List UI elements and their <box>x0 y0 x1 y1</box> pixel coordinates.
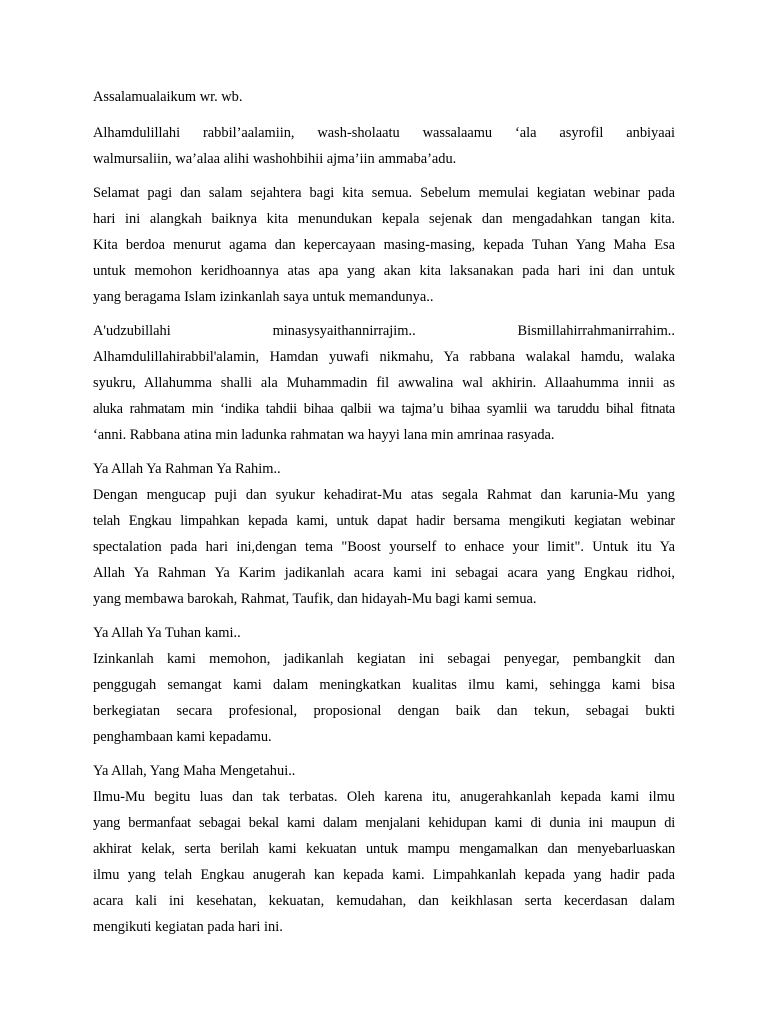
document-page <box>93 84 675 948</box>
paragraph-line: spectalation pada hari ini,dengan tema "Boost yourself to enhace your limit". Untuk itu Ya <box>93 539 675 555</box>
paragraph-line: telah Engkau limpahkan kepada kami, untuk dapat hadir bersama mengikuti kegiatan webinar <box>93 513 675 529</box>
section-body <box>93 482 675 612</box>
section-body <box>93 784 675 940</box>
paragraph-line: hari ini alangkah baiknya kita menundukan kepala sejenak dan mengadahkan tangan kita. <box>93 211 675 227</box>
paragraph-line: aluka rahmatam min ‘indika tahdii bihaa qalbii wa tajma’u bihaa syamlii wa taruddu bihal fitnata <box>93 401 675 417</box>
paragraph-line: Dengan mengucap puji dan syukur kehadirat-Mu atas segala Rahmat dan karunia-Mu yang <box>93 487 675 503</box>
section-heading: Ya Allah Ya Rahman Ya Rahim.. <box>93 461 281 477</box>
paragraph-line: akhirat kelak, serta berilah kami kekuatan untuk mampu mengamalkan dan menyebarluaskan <box>93 841 675 857</box>
paragraph-line: ‘anni. Rabbana atina min ladunka rahmatan wa hayyi lana min amrinaa rasyada. <box>93 427 555 443</box>
paragraph-line: acara kali ini kesehatan, kekuatan, kemudahan, dan keikhlasan serta kecerdasan dalam <box>93 893 675 909</box>
paragraph-line: mengikuti kegiatan pada hari ini. <box>93 919 283 935</box>
intro-paragraph <box>93 180 675 310</box>
paragraph-line: berkegiatan secara profesional, proposional dengan baik dan tekun, sebagai bukti <box>93 703 675 719</box>
paragraph-line: syukru, Allahumma shalli ala Muhammadin fil awwalina wal akhirin. Allaahumma innii as <box>93 375 675 391</box>
paragraph-line: yang membawa barokah, Rahmat, Taufik, dan hidayah-Mu bagi kami semua. <box>93 591 537 607</box>
paragraph-line: A'udzubillahi minasysyaithannirrajim.. Bismillahirrahmanirrahim.. <box>93 323 675 339</box>
paragraph-line: penghambaan kami kepadamu. <box>93 729 272 745</box>
paragraph-line: Alhamdulillahi rabbil’aalamiin, wash-sholaatu wassalaamu ‘ala asyrofil anbiyaai <box>93 125 675 141</box>
paragraph-line: Allah Ya Rahman Ya Karim jadikanlah acara kami ini sebagai acara yang Engkau ridhoi, <box>93 565 675 581</box>
paragraph-line: Alhamdulillahirabbil'alamin, Hamdan yuwafi nikmahu, Ya rabbana walakal hamdu, walaka <box>93 349 675 365</box>
opening-paragraph <box>93 120 675 172</box>
section-heading: Ya Allah Ya Tuhan kami.. <box>93 625 241 641</box>
paragraph-line: ilmu yang telah Engkau anugerah kan kepada kami. Limpahkanlah kepada yang hadir pada <box>93 867 675 883</box>
paragraph-line: penggugah semangat kami dalam meningkatkan kualitas ilmu kami, sehingga kami bisa <box>93 677 675 693</box>
section-heading: Ya Allah, Yang Maha Mengetahui.. <box>93 763 296 779</box>
paragraph-line: Kita berdoa menurut agama dan kepercayaan masing-masing, kepada Tuhan Yang Maha Esa <box>93 237 675 253</box>
paragraph-line: yang beragama Islam izinkanlah saya untuk memandunya.. <box>93 289 434 305</box>
paragraph-line: Selamat pagi dan salam sejahtera bagi kita semua. Sebelum memulai kegiatan webinar pada <box>93 185 675 201</box>
paragraph-line: untuk memohon keridhoannya atas apa yang akan kita laksanakan pada hari ini dan untuk <box>93 263 675 279</box>
paragraph-line: walmursaliin, wa’alaa alihi washohbihii ajma’iin ammaba’adu. <box>93 151 457 167</box>
greeting: Assalamualaikum wr. wb. <box>93 89 243 105</box>
paragraph-line: Ilmu-Mu begitu luas dan tak terbatas. Oleh karena itu, anugerahkanlah kepada kami ilmu <box>93 789 675 805</box>
section-body <box>93 646 675 750</box>
paragraph-line: Izinkanlah kami memohon, jadikanlah kegiatan ini sebagai penyegar, pembangkit dan <box>93 651 675 667</box>
arabic-opening-paragraph <box>93 318 675 448</box>
paragraph-line: yang bermanfaat sebagai bekal kami dalam menjalani kehidupan kami di dunia ini maupun di <box>93 815 675 831</box>
